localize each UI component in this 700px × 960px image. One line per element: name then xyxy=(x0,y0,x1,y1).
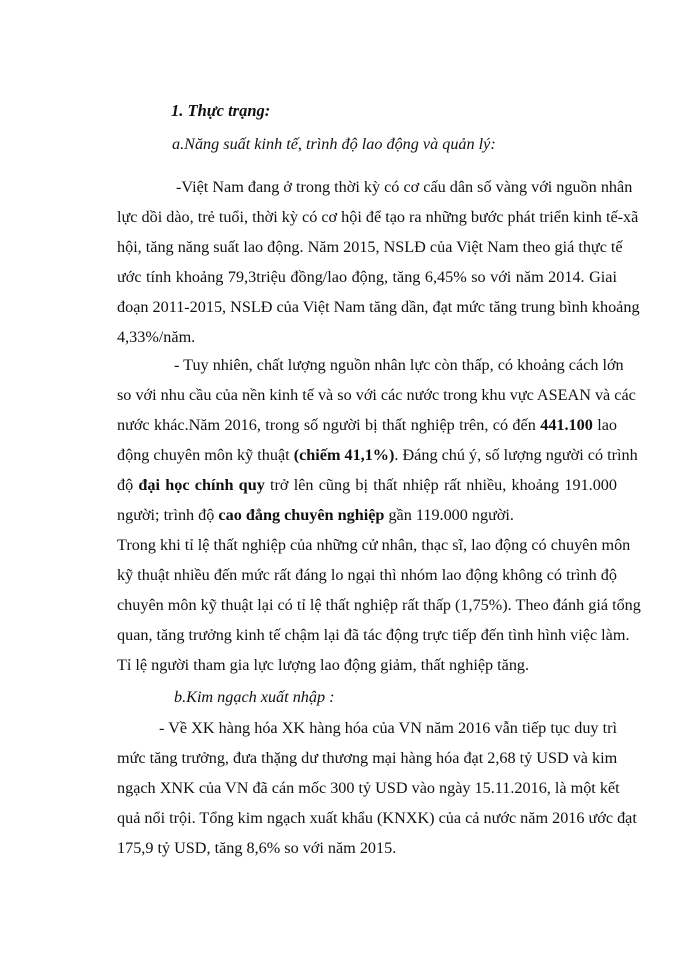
p2-line-2: so với nhu cầu của nền kinh tế và so với các nước trong khu vực ASEAN và các xyxy=(117,386,636,404)
p2-college-level: cao đẳng chuyên nghiệp xyxy=(218,506,385,524)
p2-share-percent: (chiếm 41,1%) xyxy=(293,446,395,464)
p1-line-5: đoạn 2011-2015, NSLĐ của Việt Nam tăng dần, đạt mức tăng trung bình khoảng xyxy=(117,298,640,316)
subheading-a: a.Năng suất kinh tế, trình độ lao động và quản lý: xyxy=(172,135,496,153)
p3-line-5: Tỉ lệ người tham gia lực lượng lao động giảm, thất nghiệp tăng. xyxy=(117,656,530,674)
p1-line-4: ước tính khoảng 79,3triệu đồng/lao động, tăng 6,45% so với năm 2014. Giai xyxy=(117,268,617,286)
p3-line-2: kỹ thuật nhiều đến mức rất đáng lo ngại thì nhóm lao động không có trình độ xyxy=(117,566,617,584)
p4-line-5: 175,9 tỷ USD, tăng 8,6% so với năm 2015. xyxy=(117,839,397,857)
p1-line-3: hội, tăng năng suất lao động. Năm 2015, NSLĐ của Việt Nam theo giá thực tế xyxy=(117,238,623,256)
p3-line-3: chuyên môn kỹ thuật lại có tỉ lệ thất nghiệp rất thấp (1,75%). Theo đánh giá tổng xyxy=(117,596,641,614)
p2-line-3-text: nước khác.Năm 2016, trong số người bị thất nghiệp trên, có đến xyxy=(117,416,536,434)
subheading-b: b.Kim ngạch xuất nhập : xyxy=(174,688,335,706)
p4-line-3: ngạch XNK của VN đã cán mốc 300 tỷ USD vào ngày 15.11.2016, là một kết xyxy=(117,779,620,797)
p2-line-6 xyxy=(117,505,514,525)
p1-line-6: 4,33%/năm. xyxy=(117,328,196,346)
p4-line-4: quả nổi trội. Tổng kim ngạch xuất khẩu (KNXK) của cả nước năm 2016 ước đạt xyxy=(117,809,637,827)
p2-line-5-end: trở lên cũng bị thất nhiệp rất nhiều, khoảng 191.000 xyxy=(270,476,617,494)
p2-line-5 xyxy=(117,475,617,495)
p3-line-1: Trong khi tỉ lệ thất nghiệp của những cử nhân, thạc sĩ, lao động có chuyên môn xyxy=(117,536,631,554)
p4-line-1: - Về XK hàng hóa XK hàng hóa của VN năm 2016 vẫn tiếp tục duy trì xyxy=(159,719,617,737)
p2-line-4-end: . Đáng chú ý, số lượng người có trình xyxy=(394,446,638,464)
p2-line-1: - Tuy nhiên, chất lượng nguồn nhân lực còn thấp, có khoảng cách lớn xyxy=(174,356,624,374)
p2-line-6-end: gần 119.000 người. xyxy=(388,506,514,524)
p2-line-4-text: động chuyên môn kỹ thuật xyxy=(117,446,290,464)
section-title: 1. Thực trạng: xyxy=(171,101,271,120)
p1-line-2: lực dồi dào, trẻ tuổi, thời kỳ có cơ hội để tạo ra những bước phát triển kinh tế-xã xyxy=(117,208,639,226)
p2-line-3-end: lao xyxy=(597,416,618,434)
p2-line-5-start: độ xyxy=(117,476,134,494)
p2-line-3 xyxy=(117,415,617,435)
p2-line-6-start: người; trình độ xyxy=(117,506,215,524)
p2-line-4 xyxy=(117,445,638,465)
p2-university-level: đại học chính quy xyxy=(138,476,265,494)
p4-line-2: mức tăng trưởng, đưa thặng dư thương mại hàng hóa đạt 2,68 tỷ USD và kim xyxy=(117,749,618,767)
p1-line-1: -Việt Nam đang ở trong thời kỳ có cơ cấu dân số vàng với nguồn nhân xyxy=(176,178,633,196)
p2-unemployed-count: 441.100 xyxy=(540,416,593,434)
p3-line-4: quan, tăng trưởng kinh tế chậm lại đã tác động trực tiếp đến tình hình việc làm. xyxy=(117,626,630,644)
